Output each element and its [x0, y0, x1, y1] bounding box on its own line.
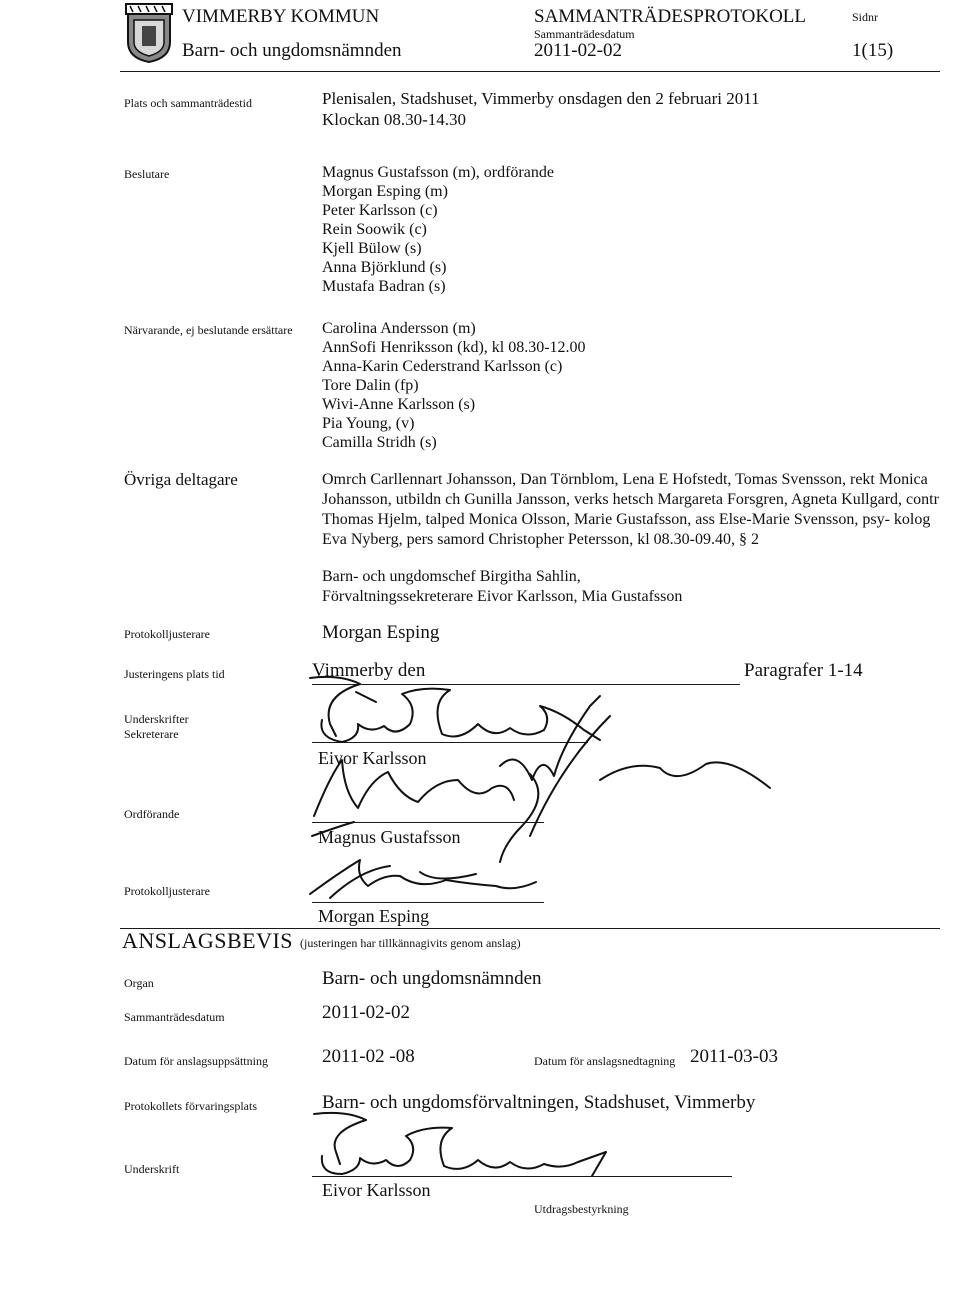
- page-number-label: Sidnr: [852, 10, 879, 24]
- decision-maker-7: Mustafa Badran (s): [322, 278, 446, 295]
- committee-name: Barn- och ungdomsnämnden: [182, 40, 402, 61]
- meeting-date-label: Sammanträdesdatum: [534, 27, 635, 41]
- others-label: Övriga deltagare: [124, 470, 238, 489]
- secretary-name: Eivor Karlsson: [318, 748, 427, 768]
- decision-maker-3: Peter Karlsson (c): [322, 202, 438, 219]
- decision-maker-6: Anna Björklund (s): [322, 259, 447, 276]
- checker-sign-label: Protokolljusterare: [124, 884, 210, 898]
- others-line-3: Förvaltningssekreterare Eivor Karlsson, Mia Gustafsson: [322, 588, 683, 605]
- certification-label: Utdragsbestyrkning: [534, 1202, 629, 1216]
- storage-label: Protokollets förvaringsplats: [124, 1099, 257, 1113]
- signatures-label: Underskrifter: [124, 712, 189, 726]
- meeting-time: Klockan 08.30-14.30: [322, 110, 467, 129]
- notice-date-label: Sammanträdesdatum: [124, 1010, 225, 1024]
- adjust-place: Vimmerby den: [312, 660, 426, 681]
- chair-name: Magnus Gustafsson: [318, 827, 461, 847]
- organ-value: Barn- och ungdomsnämnden: [322, 968, 542, 989]
- others-line-2: Barn- och ungdomschef Birgitha Sahlin,: [322, 568, 581, 585]
- decision-maker-4: Rein Soowik (c): [322, 221, 427, 238]
- storage-value: Barn- och ungdomsförvaltningen, Stadshuset, Vimmerby: [322, 1092, 756, 1113]
- organ-label: Organ: [124, 976, 154, 990]
- handwritten-signatures-icon: [300, 676, 800, 926]
- substitute-7: Camilla Stridh (s): [322, 434, 437, 451]
- checker-name: Morgan Esping: [322, 622, 440, 643]
- decision-makers-label: Beslutare: [124, 167, 170, 181]
- decision-maker-5: Kjell Bülow (s): [322, 240, 422, 257]
- place-label: Plats och sammanträdestid: [124, 96, 252, 110]
- meeting-date: 2011-02-02: [534, 40, 622, 61]
- decision-maker-2: Morgan Esping (m): [322, 183, 448, 200]
- others-text: Omrch Carllennart Johansson, Dan Törnblom, Lena E Hofstedt, Tomas Svensson, rekt Monica Johansson, utbildn ch Gunilla Jansson, verks hetsch Margareta Forsgren, Agneta Kullgard, contr Thomas Hjelm, talped Monica Olsson, Marie Gustafsson, ass Else-Marie Svensson, psy- kolog Eva Nyberg, pers samord Christopher Petersson, kl 08.30-09.40, § 2: [322, 471, 939, 548]
- notice-sign-label: Underskrift: [124, 1162, 180, 1176]
- notice-title: ANSLAGSBEVIS: [122, 928, 294, 953]
- municipal-crest-icon: [124, 2, 174, 64]
- notice-signer: Eivor Karlsson: [322, 1180, 431, 1200]
- substitute-6: Pia Young, (v): [322, 415, 415, 432]
- checker-sign-name: Morgan Esping: [318, 906, 430, 926]
- removal-date-label: Datum för anslagsnedtagning: [534, 1054, 676, 1068]
- meeting-place: Plenisalen, Stadshuset, Vimmerby onsdagen den 2 februari 2011: [322, 89, 760, 108]
- page-number: 1(15): [852, 40, 894, 61]
- paragraphs: Paragrafer 1-14: [744, 660, 863, 681]
- notice-date: 2011-02-02: [322, 1002, 410, 1023]
- posting-date-label: Datum för anslagsuppsättning: [124, 1054, 268, 1068]
- header-divider: [120, 71, 940, 72]
- substitute-2: AnnSofi Henriksson (kd), kl 08.30-12.00: [322, 339, 586, 356]
- substitute-4: Tore Dalin (fp): [322, 377, 419, 394]
- substitute-1: Carolina Andersson (m): [322, 320, 476, 337]
- posting-date: 2011-02 -08: [322, 1046, 415, 1067]
- decision-maker-1: Magnus Gustafsson (m), ordförande: [322, 164, 554, 181]
- adjust-place-label: Justeringens plats tid: [124, 667, 225, 681]
- document-type: SAMMANTRÄDESPROTOKOLL: [534, 6, 807, 27]
- substitutes-label: Närvarande, ej beslutande ersättare: [124, 323, 293, 337]
- checker-label: Protokolljusterare: [124, 627, 210, 641]
- org-name: VIMMERBY KOMMUN: [182, 6, 380, 27]
- removal-date: 2011-03-03: [690, 1046, 778, 1067]
- substitute-5: Wivi-Anne Karlsson (s): [322, 396, 476, 413]
- notice-signature-icon: [306, 1112, 626, 1182]
- notice-subtitle: (justeringen har tillkännagivits genom anslag): [300, 936, 521, 950]
- secretary-label: Sekreterare: [124, 727, 179, 741]
- notice-top-rule: [120, 928, 940, 929]
- substitute-3: Anna-Karin Cederstrand Karlsson (c): [322, 358, 563, 375]
- chair-label: Ordförande: [124, 807, 180, 821]
